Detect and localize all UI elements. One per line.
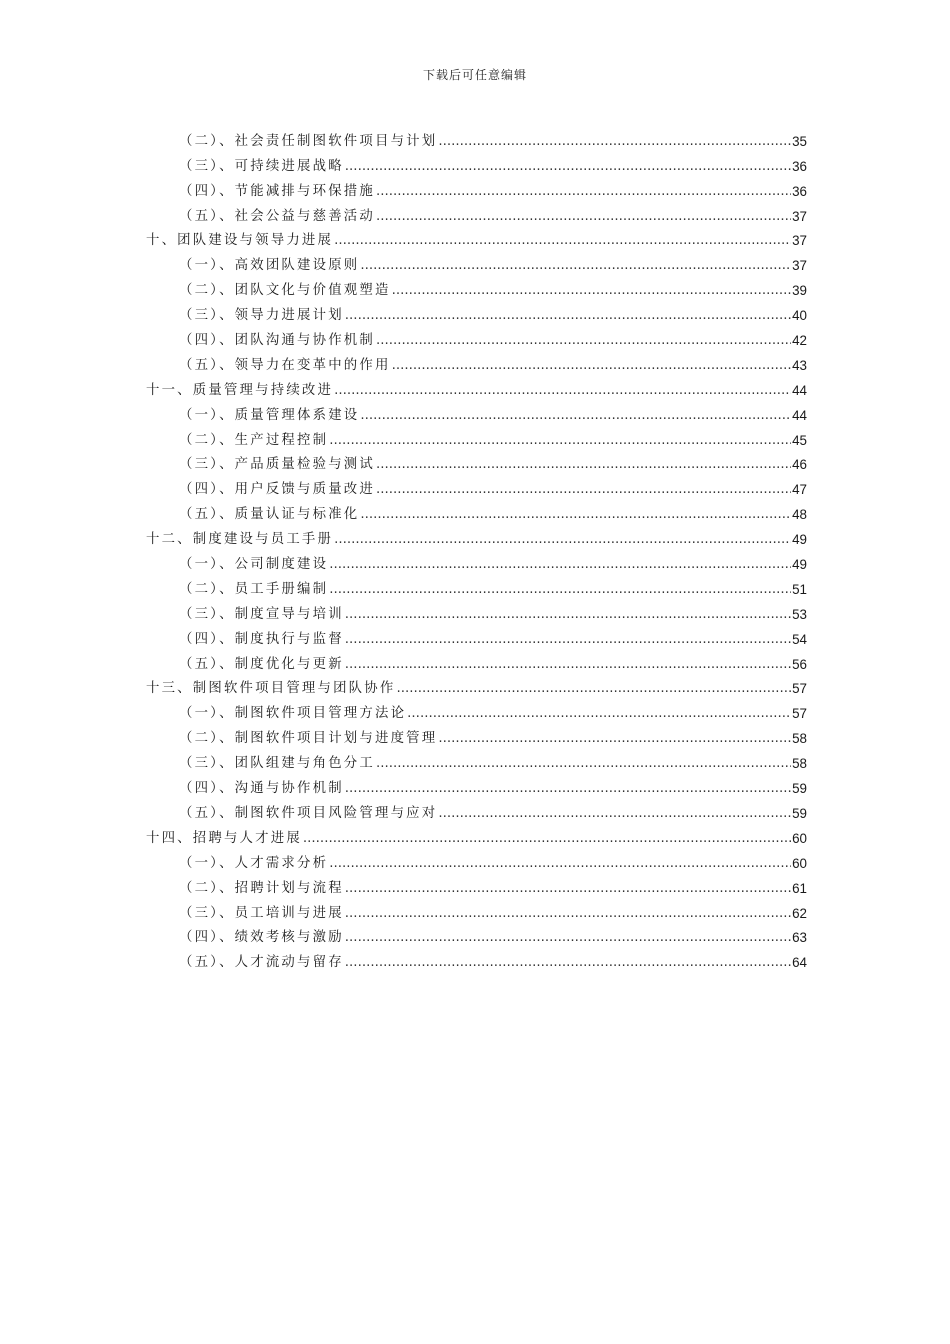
toc-dot-leader [345, 656, 791, 674]
toc-entry-page-number: 63 [792, 930, 807, 946]
toc-entry-title: （一）、制图软件项目管理方法论 [179, 706, 407, 722]
toc-entry[interactable] [146, 947, 807, 972]
toc-entry-page-number: 49 [792, 557, 807, 573]
toc-dot-leader [438, 133, 791, 151]
toc-entry-title: （一）、公司制度建设 [179, 557, 329, 573]
toc-dot-leader [345, 905, 791, 923]
toc-entry-page-number: 37 [792, 258, 807, 274]
toc-entry[interactable] [146, 923, 807, 948]
toc-entry[interactable] [146, 649, 807, 674]
toc-entry-title: （三）、领导力进展计划 [179, 308, 344, 324]
toc-entry-title: 十二、制度建设与员工手册 [146, 532, 334, 548]
toc-entry[interactable] [146, 425, 807, 450]
toc-entry[interactable] [146, 350, 807, 375]
toc-dot-leader [334, 382, 791, 400]
toc-entry[interactable] [146, 748, 807, 773]
toc-entry-title: （四）、绩效考核与激励 [179, 930, 344, 946]
toc-entry[interactable] [146, 275, 807, 300]
toc-entry-page-number: 48 [792, 507, 807, 523]
toc-dot-leader [345, 929, 791, 947]
toc-entry-title: （五）、领导力在变革中的作用 [179, 357, 391, 373]
toc-entry[interactable] [146, 873, 807, 898]
toc-entry[interactable] [146, 400, 807, 425]
toc-entry[interactable] [146, 151, 807, 176]
toc-dot-leader [360, 257, 791, 275]
toc-entry[interactable] [146, 176, 807, 201]
toc-entry-page-number: 62 [792, 905, 807, 921]
toc-dot-leader [345, 954, 791, 972]
toc-entry-page-number: 51 [792, 581, 807, 597]
toc-entry-page-number: 59 [792, 781, 807, 797]
toc-dot-leader [376, 332, 791, 350]
toc-entry-page-number: 35 [792, 133, 807, 149]
toc-dot-leader [396, 680, 791, 698]
toc-entry[interactable] [146, 375, 807, 400]
toc-entry[interactable] [146, 300, 807, 325]
toc-entry-page-number: 61 [792, 880, 807, 896]
toc-entry-title: （四）、节能减排与环保措施 [179, 183, 375, 199]
toc-entry[interactable] [146, 698, 807, 723]
toc-dot-leader [392, 357, 792, 375]
toc-entry[interactable] [146, 723, 807, 748]
toc-dot-leader [345, 631, 791, 649]
toc-dot-leader [376, 481, 791, 499]
toc-entry-title: （四）、制度执行与监督 [179, 631, 344, 647]
toc-entry[interactable] [146, 250, 807, 275]
page-header: 下载后可任意编辑 [422, 68, 527, 82]
toc-entry[interactable] [146, 624, 807, 649]
toc-entry-page-number: 42 [792, 333, 807, 349]
toc-dot-leader [345, 307, 791, 325]
toc-entry-title: （二）、社会责任制图软件项目与计划 [179, 133, 438, 149]
toc-entry-page-number: 56 [792, 656, 807, 672]
toc-dot-leader [376, 456, 791, 474]
toc-entry[interactable] [146, 499, 807, 524]
toc-dot-leader [407, 705, 791, 723]
toc-entry[interactable] [146, 674, 807, 699]
toc-entry-title: （四）、沟通与协作机制 [179, 781, 344, 797]
toc-entry-page-number: 37 [792, 208, 807, 224]
toc-entry-page-number: 64 [792, 955, 807, 971]
toc-dot-leader [329, 432, 791, 450]
toc-entry-page-number: 37 [792, 233, 807, 249]
toc-dot-leader [376, 208, 791, 226]
toc-entry[interactable] [146, 450, 807, 475]
toc-entry-page-number: 60 [792, 830, 807, 846]
toc-entry[interactable] [146, 823, 807, 848]
toc-entry-page-number: 59 [792, 805, 807, 821]
toc-entry[interactable] [146, 524, 807, 549]
toc-entry-title: （五）、质量认证与标准化 [179, 507, 360, 523]
toc-dot-leader [438, 730, 791, 748]
toc-dot-leader [345, 780, 791, 798]
toc-entry-page-number: 47 [792, 482, 807, 498]
toc-dot-leader [392, 282, 792, 300]
toc-entry[interactable] [146, 474, 807, 499]
toc-dot-leader [329, 581, 791, 599]
toc-entry[interactable] [146, 798, 807, 823]
toc-entry[interactable] [146, 898, 807, 923]
toc-entry-title: （四）、用户反馈与质量改进 [179, 482, 375, 498]
toc-entry-title: （三）、员工培训与进展 [179, 905, 344, 921]
toc-entry-title: （三）、产品质量检验与测试 [179, 457, 375, 473]
toc-dot-leader [329, 855, 791, 873]
toc-dot-leader [303, 830, 791, 848]
toc-entry-title: （五）、社会公益与慈善活动 [179, 208, 375, 224]
toc-entry-page-number: 46 [792, 457, 807, 473]
toc-entry[interactable] [146, 201, 807, 226]
toc-entry-page-number: 44 [792, 407, 807, 423]
toc-dot-leader [376, 755, 791, 773]
toc-entry-title: （三）、团队组建与角色分工 [179, 756, 375, 772]
toc-entry-title: 十一、质量管理与持续改进 [146, 382, 334, 398]
toc-entry-page-number: 53 [792, 606, 807, 622]
toc-entry[interactable] [146, 599, 807, 624]
toc-dot-leader [345, 880, 791, 898]
toc-entry-title: 十三、制图软件项目管理与团队协作 [146, 681, 396, 697]
toc-entry[interactable] [146, 773, 807, 798]
toc-entry[interactable] [146, 226, 807, 251]
toc-entry[interactable] [146, 848, 807, 873]
toc-entry-title: 十、团队建设与领导力进展 [146, 233, 334, 249]
toc-entry-title: （五）、制度优化与更新 [179, 656, 344, 672]
toc-entry-title: （二）、团队文化与价值观塑造 [179, 283, 391, 299]
toc-entry-title: （五）、人才流动与留存 [179, 955, 344, 971]
toc-entry-page-number: 60 [792, 855, 807, 871]
toc-entry-page-number: 36 [792, 183, 807, 199]
toc-dot-leader [329, 556, 791, 574]
toc-entry-title: （五）、制图软件项目风险管理与应对 [179, 805, 438, 821]
toc-entry-page-number: 57 [792, 681, 807, 697]
toc-dot-leader [345, 606, 791, 624]
toc-entry-title: （三）、制度宣导与培训 [179, 606, 344, 622]
toc-entry[interactable] [146, 574, 807, 599]
toc-entry-title: 十四、招聘与人才进展 [146, 830, 302, 846]
toc-entry-title: （三）、可持续进展战略 [179, 158, 344, 174]
toc-entry-page-number: 36 [792, 158, 807, 174]
toc-entry-page-number: 39 [792, 283, 807, 299]
toc-entry[interactable] [146, 549, 807, 574]
toc-entry[interactable] [146, 126, 807, 151]
toc-dot-leader [334, 232, 791, 250]
toc-entry-title: （四）、团队沟通与协作机制 [179, 333, 375, 349]
toc-entry-page-number: 58 [792, 756, 807, 772]
toc-dot-leader [345, 158, 791, 176]
toc-entry[interactable] [146, 325, 807, 350]
toc-entry-title: （二）、制图软件项目计划与进度管理 [179, 731, 438, 747]
toc-entry-page-number: 57 [792, 706, 807, 722]
toc-entry-title: （二）、生产过程控制 [179, 432, 329, 448]
toc-entry-title: （二）、员工手册编制 [179, 581, 329, 597]
toc-dot-leader [360, 407, 791, 425]
toc-dot-leader [360, 506, 791, 524]
toc-dot-leader [438, 805, 791, 823]
toc-entry-page-number: 43 [792, 357, 807, 373]
toc-entry-page-number: 40 [792, 308, 807, 324]
toc-entry-title: （二）、招聘计划与流程 [179, 880, 344, 896]
toc-entry-page-number: 45 [792, 432, 807, 448]
toc-dot-leader [334, 531, 791, 549]
toc-entry-page-number: 58 [792, 731, 807, 747]
table-of-contents [146, 126, 807, 972]
toc-entry-title: （一）、高效团队建设原则 [179, 258, 360, 274]
toc-entry-page-number: 54 [792, 631, 807, 647]
toc-entry-title: （一）、质量管理体系建设 [179, 407, 360, 423]
toc-entry-title: （一）、人才需求分析 [179, 855, 329, 871]
toc-entry-page-number: 44 [792, 382, 807, 398]
toc-entry-page-number: 49 [792, 532, 807, 548]
toc-dot-leader [376, 183, 791, 201]
